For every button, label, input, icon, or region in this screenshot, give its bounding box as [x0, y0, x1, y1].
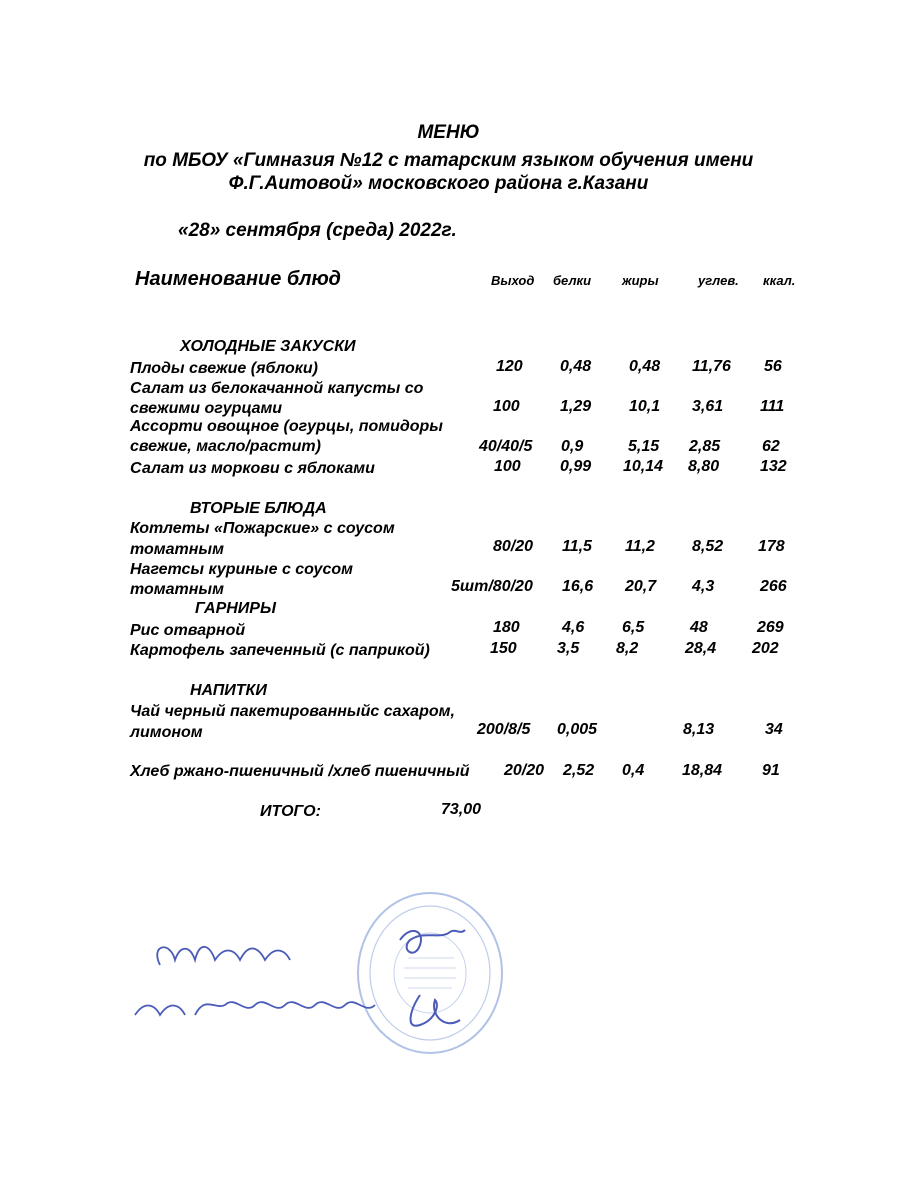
dish-output: 180 [493, 619, 520, 636]
dish-carb: 11,76 [692, 358, 731, 375]
handwritten-positions [130, 925, 390, 1035]
dish-kcal: 56 [764, 358, 782, 375]
dish-kcal: 132 [760, 458, 787, 475]
dish-output: 40/40/5 [479, 438, 533, 455]
dish-name-cont: томатным [130, 541, 224, 558]
dish-output: 20/20 [504, 762, 545, 779]
dish-protein: 11,5 [562, 538, 592, 555]
dish-name: Рис отварной [130, 622, 246, 639]
dish-fat: 5,15 [628, 438, 660, 455]
dish-output: 120 [496, 358, 523, 375]
dish-protein: 2,52 [563, 762, 595, 779]
dish-protein: 3,5 [557, 640, 580, 657]
dish-kcal: 178 [758, 538, 785, 555]
dish-output: 150 [490, 640, 517, 657]
dish-carb: 48 [690, 619, 708, 636]
dish-protein: 0,9 [561, 438, 584, 455]
header-protein: белки [553, 273, 592, 288]
dish-fat: 0,4 [622, 762, 645, 779]
dish-carb: 2,85 [689, 438, 721, 455]
dish-name-cont: свежие, масло/растит) [130, 438, 321, 455]
dish-carb: 18,84 [682, 762, 723, 779]
dish-carb: 28,4 [685, 640, 717, 657]
dish-kcal: 91 [762, 762, 780, 779]
dish-carb: 8,52 [692, 538, 724, 555]
dish-protein: 0,48 [560, 358, 592, 375]
dish-protein: 0,005 [557, 721, 598, 738]
header-dish-name: Наименование блюд [135, 268, 341, 290]
dish-carb: 8,13 [683, 721, 715, 738]
header-kcal: ккал. [763, 273, 796, 288]
dish-output: 80/20 [493, 538, 534, 555]
dish-name: Салат из моркови с яблоками [130, 460, 375, 477]
dish-protein: 4,6 [562, 619, 585, 636]
dish-kcal: 202 [752, 640, 779, 657]
dish-carb: 8,80 [688, 458, 720, 475]
dish-carb: 3,61 [692, 398, 724, 415]
dish-fat: 11,2 [625, 538, 655, 555]
dish-fat: 10,1 [629, 398, 661, 415]
dish-name-cont: томатным [130, 581, 224, 598]
dish-fat: 20,7 [625, 578, 657, 595]
dish-protein: 16,6 [562, 578, 594, 595]
section-second: ВТОРЫЕ БЛЮДА [190, 500, 327, 517]
menu-title: МЕНЮ [417, 122, 480, 143]
dish-name-cont: лимоном [130, 724, 203, 741]
header-fat: жиры [622, 273, 659, 288]
dish-output: 100 [493, 398, 520, 415]
dish-kcal: 62 [762, 438, 780, 455]
dish-kcal: 269 [757, 619, 784, 636]
menu-date: «28» сентября (среда) 2022г. [178, 220, 457, 241]
total-label: ИТОГО: [260, 803, 321, 820]
dish-kcal: 266 [760, 578, 787, 595]
section-garnish: ГАРНИРЫ [195, 600, 276, 617]
dish-name: Плоды свежие (яблоки) [130, 360, 318, 377]
school-name-line2: Ф.Г.Аитовой» московского района г.Казани [228, 173, 649, 194]
dish-name-cont: свежими огурцами [130, 400, 283, 417]
header-carb: углев. [698, 273, 739, 288]
dish-output: 100 [494, 458, 521, 475]
section-drinks: НАПИТКИ [190, 682, 267, 699]
total-value: 73,00 [441, 801, 482, 818]
dish-fat: 8,2 [616, 640, 639, 657]
dish-kcal: 111 [760, 398, 785, 415]
dish-name: Хлеб ржано-пшеничный /хлеб пшеничный [130, 763, 470, 780]
dish-output: 200/8/5 [477, 721, 531, 738]
dish-fat: 0,48 [629, 358, 661, 375]
school-name-line1: по МБОУ «Гимназия №12 с татарским языком обучения имени [143, 150, 754, 171]
dish-protein: 0,99 [560, 458, 592, 475]
dish-output: 5шт/80/20 [451, 578, 533, 595]
dish-name: Ассорти овощное (огурцы, помидоры [130, 418, 443, 435]
dish-protein: 1,29 [560, 398, 592, 415]
dish-fat: 6,5 [622, 619, 645, 636]
dish-carb: 4,3 [692, 578, 715, 595]
section-cold: ХОЛОДНЫЕ ЗАКУСКИ [180, 338, 356, 355]
dish-name: Чай черный пакетированныйс сахаром, [130, 703, 455, 720]
dish-name: Салат из белокачанной капусты со [130, 380, 424, 397]
signature-scribble [380, 920, 480, 1040]
dish-name: Картофель запеченный (с паприкой) [130, 642, 430, 659]
header-output: Выход [491, 273, 535, 288]
dish-name: Котлеты «Пожарские» с соусом [130, 520, 395, 537]
dish-kcal: 34 [765, 721, 783, 738]
dish-name: Нагетсы куриные с соусом [130, 561, 353, 578]
dish-fat: 10,14 [623, 458, 664, 475]
